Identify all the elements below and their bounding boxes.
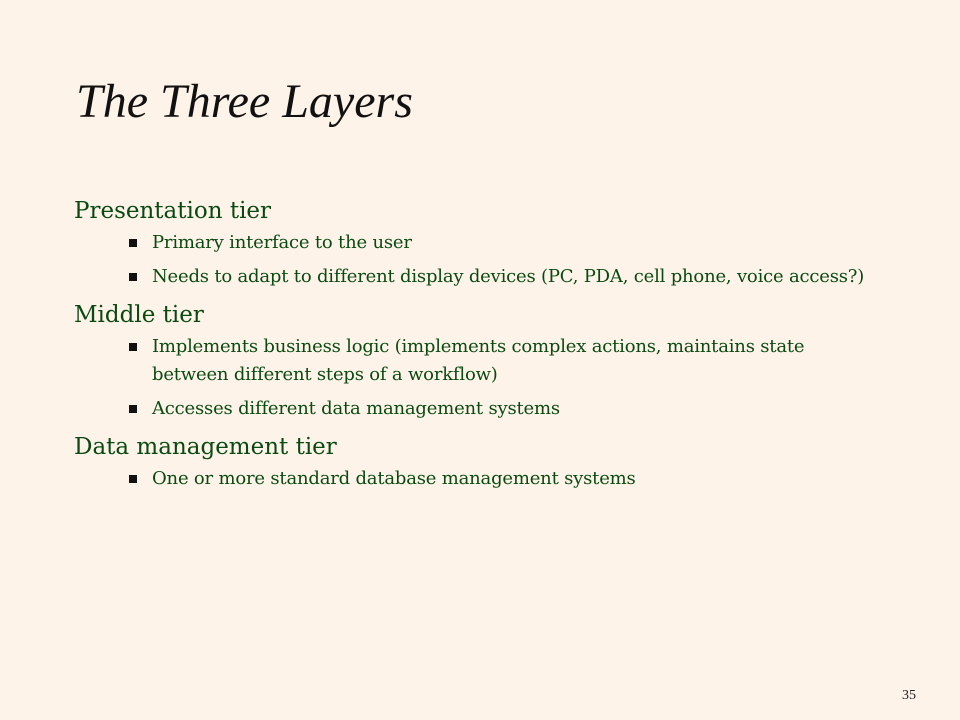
bullet-list: [74, 333, 874, 423]
bullet-item: [74, 465, 874, 493]
tier-sections: [74, 193, 874, 499]
bullet-item: [74, 229, 874, 257]
section-presentation-tier: [74, 193, 874, 291]
bullet-list: [74, 229, 874, 291]
square-bullet-icon: [129, 405, 137, 413]
bullet-text: Primary interface to the user: [152, 232, 412, 253]
bullet-text: Accesses different data management systems: [152, 398, 560, 419]
square-bullet-icon: [129, 273, 137, 281]
bullet-text: Needs to adapt to different display devices (PC, PDA, cell phone, voice access?): [152, 266, 865, 287]
bullet-item: [74, 395, 874, 423]
square-bullet-icon: [129, 239, 137, 247]
slide-title: The Three Layers: [76, 75, 413, 128]
section-middle-tier: [74, 297, 874, 423]
page-number: 35: [902, 688, 916, 703]
bullet-item: [74, 263, 874, 291]
section-heading: Middle tier: [74, 302, 204, 328]
square-bullet-icon: [129, 343, 137, 351]
bullet-item: [74, 333, 874, 389]
bullet-list: [74, 465, 874, 493]
section-heading: Presentation tier: [74, 198, 272, 224]
section-heading: Data management tier: [74, 434, 337, 460]
square-bullet-icon: [129, 475, 137, 483]
bullet-text: One or more standard database management systems: [152, 468, 636, 489]
bullet-text: Implements business logic (implements complex actions, maintains state between different steps of a workflow): [152, 336, 805, 385]
section-data-management-tier: [74, 429, 874, 493]
